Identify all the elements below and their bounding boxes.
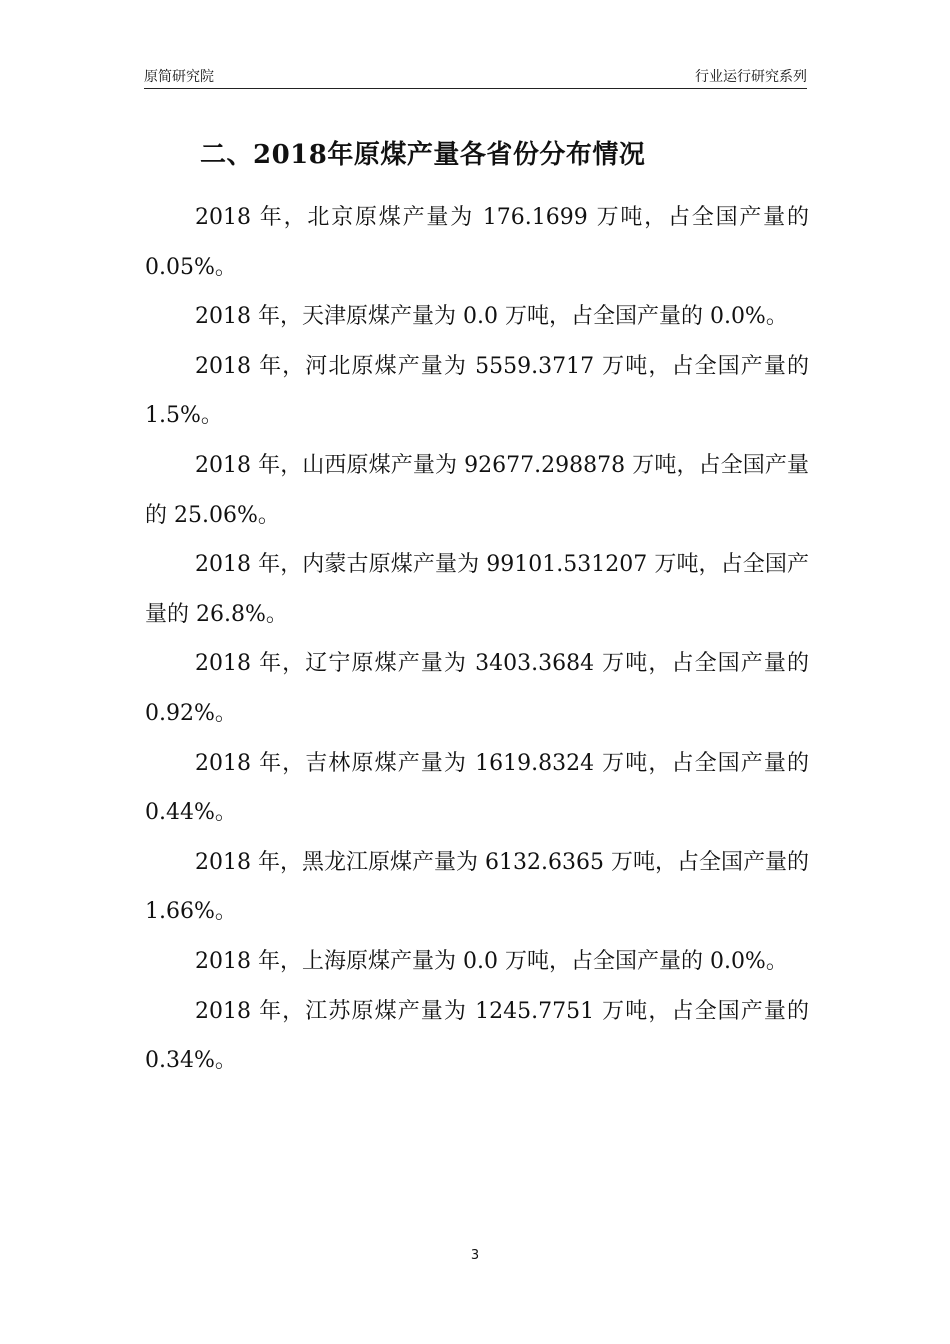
page-number: 3 bbox=[470, 1248, 480, 1263]
paragraph-beijing: 2018 年，北京原煤产量为 176.1699 万吨，占全国产量的 0.05%。 bbox=[145, 205, 809, 280]
page-header bbox=[144, 66, 807, 89]
paragraph-shanghai: 2018 年，上海原煤产量为 0.0 万吨，占全国产量的 0.0%。 bbox=[195, 948, 788, 974]
paragraph-heilongjiang: 2018 年，黑龙江原煤产量为 6132.6365 万吨，占全国产量的 1.66%。 bbox=[145, 849, 809, 925]
paragraph-tianjin: 2018 年，天津原煤产量为 0.0 万吨，占全国产量的 0.0%。 bbox=[195, 304, 788, 330]
paragraph-inner-mongolia: 2018 年，内蒙古原煤产量为 99101.531207 万吨，占全国产量的 26.8%。 bbox=[145, 552, 809, 627]
section-title: 二、2018年原煤产量各省份分布情况 bbox=[200, 140, 646, 170]
paragraph-jilin: 2018 年，吉林原煤产量为 1619.8324 万吨，占全国产量的 0.44%。 bbox=[145, 750, 809, 826]
paragraph-hebei: 2018 年，河北原煤产量为 5559.3717 万吨，占全国产量的 1.5%。 bbox=[145, 353, 809, 429]
paragraph-liaoning: 2018 年，辽宁原煤产量为 3403.3684 万吨，占全国产量的 0.92%。 bbox=[145, 651, 809, 726]
paragraph-shanxi: 2018 年，山西原煤产量为 92677.298878 万吨，占全国产量的 25.06%。 bbox=[145, 452, 809, 528]
paragraph-jiangsu: 2018 年，江苏原煤产量为 1245.7751 万吨，占全国产量的 0.34%。 bbox=[145, 998, 809, 1074]
header-org-name: 原简研究院 bbox=[144, 69, 214, 85]
header-series-name: 行业运行研究系列 bbox=[695, 69, 807, 85]
document-body bbox=[145, 193, 809, 1086]
